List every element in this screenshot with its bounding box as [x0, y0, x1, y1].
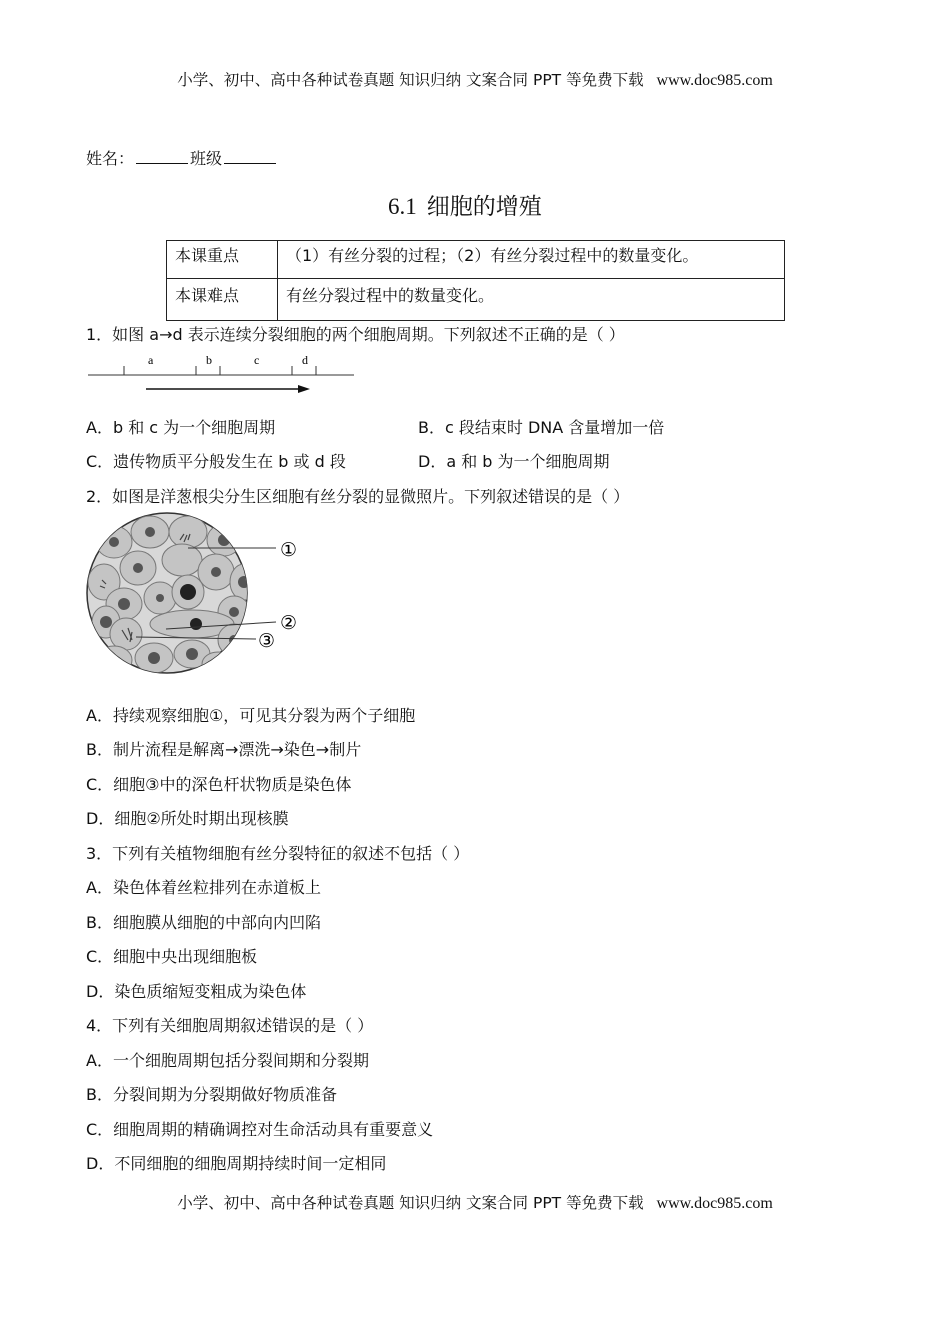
q2-option-b: B．制片流程是解离→漂洗→染色→制片 [86, 740, 362, 759]
q3-option-a: A．染色体着丝粒排列在赤道板上 [86, 878, 321, 897]
q2-stem: 2．如图是洋葱根尖分生区细胞有丝分裂的显微照片。下列叙述错误的是（ ） [86, 487, 630, 506]
page-header [0, 68, 950, 90]
q4-option-b: B．分裂间期为分裂期做好物质准备 [86, 1085, 337, 1104]
page-footer [0, 1191, 950, 1213]
table-row [167, 241, 785, 279]
q3-option-c: C．细胞中央出现细胞板 [86, 947, 258, 966]
q3-option-d: D．染色质缩短变粗成为染色体 [86, 982, 307, 1001]
table-row [167, 279, 785, 321]
q1-option-a: A．b 和 c 为一个细胞周期 [86, 418, 276, 437]
q1-stem: 1．如图 a→d 表示连续分裂细胞的两个细胞周期。下列叙述不正确的是（ ） [86, 325, 625, 344]
difficulty-label: 本课难点 [167, 279, 278, 321]
segment-label-b: b [206, 353, 212, 367]
focus-label: 本课重点 [167, 241, 278, 279]
class-label: 班级 [190, 149, 223, 168]
footer-text: 小学、初中、高中各种试卷真题 知识归纳 文案合同 PPT 等免费下载 [177, 1194, 644, 1212]
q2-option-a: A．持续观察细胞①，可见其分裂为两个子细胞 [86, 706, 416, 725]
class-blank[interactable] [224, 149, 276, 164]
focus-content: （1）有丝分裂的过程；（2）有丝分裂过程中的数量变化。 [278, 241, 785, 279]
segment-label-a: a [148, 353, 154, 367]
q1-option-d: D．a 和 b 为一个细胞周期 [418, 452, 610, 471]
difficulty-content: 有丝分裂过程中的数量变化。 [278, 279, 785, 321]
callout-2: ② [280, 612, 298, 634]
segment-label-d: d [302, 353, 308, 367]
q1-option-c: C．遗传物质平分般发生在 b 或 d 段 [86, 452, 346, 471]
q4-option-d: D．不同细胞的细胞周期持续时间一定相同 [86, 1154, 387, 1173]
cell-cycle-diagram [86, 350, 356, 398]
footer-url[interactable]: www.doc985.com [656, 1195, 773, 1212]
title-number: 6.1 [388, 194, 417, 219]
q4-option-c: C．细胞周期的精确调控对生命活动具有重要意义 [86, 1120, 434, 1139]
q3-option-b: B．细胞膜从细胞的中部向内凹陷 [86, 913, 321, 932]
callout-1: ① [280, 539, 298, 561]
header-text: 小学、初中、高中各种试卷真题 知识归纳 文案合同 PPT 等免费下载 [177, 71, 644, 89]
segment-label-c: c [254, 353, 260, 367]
student-info [86, 146, 278, 169]
header-url[interactable]: www.doc985.com [656, 72, 773, 89]
callout-3: ③ [258, 630, 276, 652]
title-text: 细胞的增殖 [426, 194, 542, 220]
q4-option-a: A．一个细胞周期包括分裂间期和分裂期 [86, 1051, 369, 1070]
arrow-head [298, 385, 310, 393]
q4-stem: 4．下列有关细胞周期叙述错误的是（ ） [86, 1016, 374, 1035]
page-title [388, 188, 542, 221]
q2-option-c: C．细胞③中的深色杆状物质是染色体 [86, 775, 352, 794]
q2-option-d: D．细胞②所处时期出现核膜 [86, 809, 289, 828]
q1-option-b: B．c 段结束时 DNA 含量增加一倍 [418, 418, 665, 437]
name-blank[interactable] [136, 149, 188, 164]
micrograph-figure [84, 512, 314, 682]
lesson-focus-table [166, 240, 785, 321]
q3-stem: 3．下列有关植物细胞有丝分裂特征的叙述不包括（ ） [86, 844, 470, 863]
name-label: 姓名： [86, 149, 135, 168]
